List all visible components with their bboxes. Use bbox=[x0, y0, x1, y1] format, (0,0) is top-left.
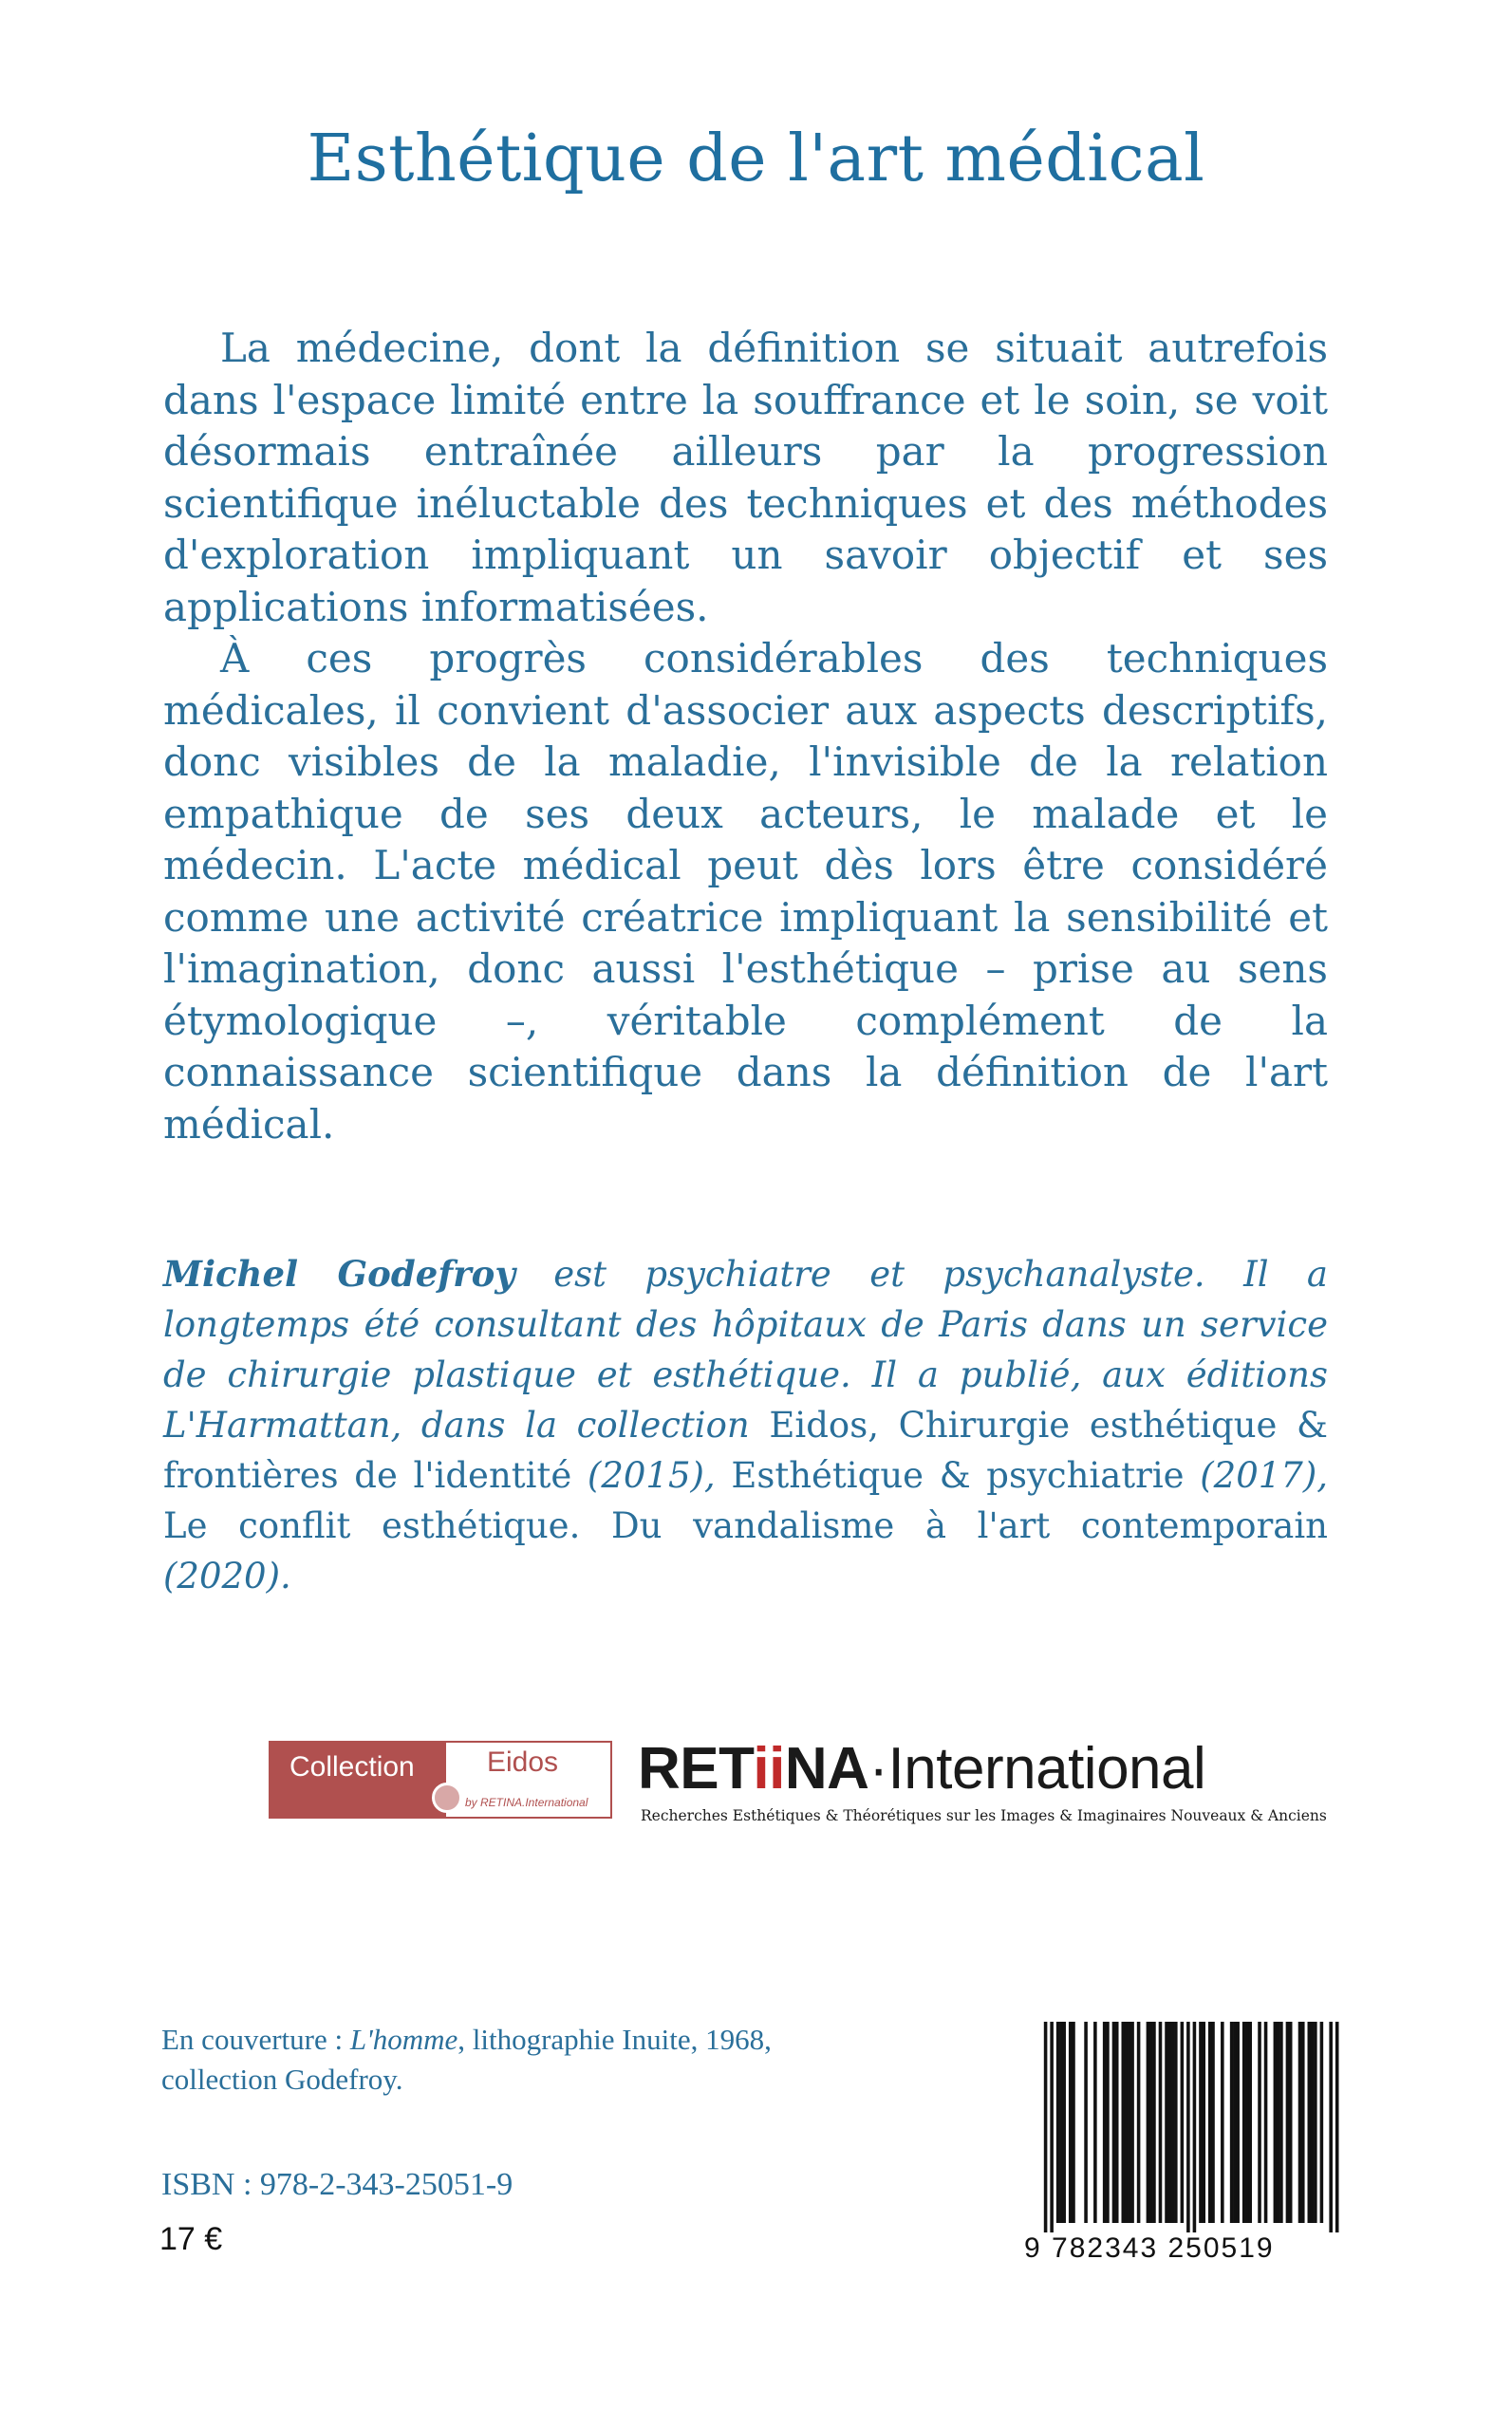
barcode-bar bbox=[1093, 2022, 1097, 2223]
barcode-bar bbox=[1062, 2022, 1066, 2223]
retina-logo-part-international: ·International bbox=[868, 1736, 1206, 1802]
barcode-bar bbox=[1199, 2022, 1203, 2223]
book-year-1: (2015), bbox=[571, 1455, 716, 1496]
barcode-bar bbox=[1245, 2022, 1249, 2223]
book-title-2: Esthétique & psychiatrie bbox=[731, 1455, 1185, 1496]
barcode-bar bbox=[1050, 2022, 1054, 2232]
barcode-bar bbox=[1103, 2022, 1107, 2223]
barcode-bar bbox=[1289, 2022, 1293, 2223]
barcode-bar bbox=[1286, 2022, 1290, 2223]
barcode-bar bbox=[1233, 2022, 1237, 2223]
book-year-3: (2020). bbox=[163, 1556, 291, 1597]
barcode-bar bbox=[1149, 2022, 1153, 2223]
barcode-bar bbox=[1115, 2022, 1119, 2223]
summary-paragraph-2: À ces progrès considérables des techniques médicales, il convient d'associer aux aspects descriptifs, donc visibles de la maladie, l'invisible de la relation empathique de ses deux acteurs, le malade et le médecin. L'acte médical peut dès lors être considéré comme une activité créatrice impliquant la sensibilité et l'imagination, donc aussi l'esthétique – prise au sens étymologique –, véritable complément de la connaissance scientifique dans la définition de l'art médical. bbox=[163, 635, 1328, 1148]
barcode-bar bbox=[1044, 2022, 1048, 2232]
book-title-1: Chirurgie esthétique & frontières de l'identité bbox=[163, 1405, 1328, 1496]
barcode-bar bbox=[1230, 2022, 1234, 2223]
cover-credit-line-2: collection Godefroy. bbox=[161, 2063, 403, 2096]
retina-logo-part-ret: RET bbox=[638, 1736, 754, 1802]
barcode-bar bbox=[1311, 2022, 1315, 2223]
barcode-bar bbox=[1174, 2022, 1178, 2223]
barcode-bar bbox=[1320, 2022, 1324, 2223]
barcode-bar bbox=[1301, 2022, 1305, 2223]
collection-eidos-logo bbox=[269, 1741, 612, 1819]
barcode-bar bbox=[1125, 2022, 1129, 2223]
cover-credit-prefix: En couverture : bbox=[161, 2023, 350, 2056]
retina-logo-part-ii: ii bbox=[753, 1736, 785, 1802]
barcode-bar bbox=[1308, 2022, 1312, 2223]
barcode-bar bbox=[1152, 2022, 1156, 2223]
barcode-bar bbox=[1059, 2022, 1063, 2223]
barcode-bar bbox=[1084, 2022, 1088, 2223]
barcode-bar bbox=[1130, 2022, 1134, 2223]
cover-credit-suffix: , lithographie Inuite, 1968, bbox=[457, 2023, 772, 2056]
barcode-bar bbox=[1211, 2022, 1215, 2223]
barcode-bar bbox=[1121, 2022, 1125, 2223]
summary-paragraph-1: La médecine, dont la définition se situait autrefois dans l'espace limité entre la souffrance et le soin, se voit désormais entraînée ailleurs par la progression scientifique inéluctable des techniques et des méthodes d'exploration impliquant un savoir objectif et ses applications informatisées. bbox=[163, 325, 1328, 630]
barcode-bar bbox=[1242, 2022, 1246, 2223]
author-bio bbox=[163, 1249, 1328, 1601]
collection-name: Eidos bbox=[769, 1405, 868, 1446]
barcode-bar bbox=[1165, 2022, 1168, 2223]
author-bio-paragraph bbox=[163, 1249, 1328, 1601]
barcode-bar bbox=[1072, 2022, 1075, 2223]
eidos-logo-byline: by RETINA.International bbox=[465, 1796, 588, 1809]
barcode-bar bbox=[1171, 2022, 1175, 2223]
barcode-bar bbox=[1147, 2022, 1150, 2223]
barcode-bar bbox=[1274, 2022, 1278, 2223]
barcode-bar bbox=[1314, 2022, 1317, 2223]
eidos-logo-collection-label: Collection bbox=[271, 1743, 446, 1817]
barcode-bar bbox=[1329, 2022, 1333, 2232]
price: 17 € bbox=[159, 2221, 223, 2257]
barcode-bar bbox=[1106, 2022, 1110, 2223]
cover-credit-work: L'homme bbox=[349, 2023, 458, 2056]
book-title: Esthétique de l'art médical bbox=[307, 121, 1205, 196]
bio-text-1: est psychiatre et psychanalyste. Il a longtemps été consultant des hôpitaux de Paris dans un service de chirurgie plastique et esthétique. Il a publié, aux éditions L'Harmattan, dans la collection bbox=[163, 1254, 1328, 1446]
barcode-bar bbox=[1186, 2022, 1190, 2232]
barcode-bar bbox=[1168, 2022, 1172, 2223]
retina-logo-tagline: Recherches Esthétiques & Théorétiques sur les Images & Imaginaires Nouveaux & Anciens bbox=[641, 1807, 1327, 1824]
barcode-bar bbox=[1193, 2022, 1197, 2232]
bio-text-2: , bbox=[868, 1405, 899, 1446]
barcode-bar bbox=[1128, 2022, 1131, 2223]
isbn: ISBN : 978-2-343-25051-9 bbox=[161, 2167, 513, 2202]
barcode-bars-icon bbox=[1035, 2022, 1348, 2232]
barcode-bar bbox=[1279, 2022, 1283, 2223]
bio-text-3 bbox=[716, 1455, 732, 1496]
barcode-bar bbox=[1069, 2022, 1073, 2223]
barcode-bar bbox=[1112, 2022, 1116, 2223]
barcode-bar bbox=[1056, 2022, 1060, 2223]
cover-credit bbox=[161, 2020, 772, 2100]
retina-international-logo bbox=[638, 1735, 1205, 1802]
barcode-bar bbox=[1264, 2022, 1268, 2223]
eidos-logo-eidos-label: Eidos bbox=[487, 1746, 559, 1778]
cover-credit-line-1 bbox=[161, 2020, 772, 2060]
barcode-bar bbox=[1181, 2022, 1185, 2223]
retina-logo-part-na: NA bbox=[784, 1736, 869, 1802]
barcode-bar bbox=[1208, 2022, 1212, 2223]
book-year-2: (2017), bbox=[1184, 1455, 1329, 1496]
barcode-bar bbox=[1335, 2022, 1339, 2232]
book-title-3: Le conflit esthétique. Du vandalisme à l'art contemporain bbox=[163, 1505, 1328, 1546]
barcode-bar bbox=[1221, 2022, 1224, 2223]
barcode-bar bbox=[1137, 2022, 1141, 2223]
summary-text bbox=[163, 323, 1328, 1150]
barcode-digits: 9 782343 250519 bbox=[1024, 2232, 1275, 2264]
barcode-bar bbox=[1277, 2022, 1280, 2223]
barcode-bar bbox=[1298, 2022, 1302, 2223]
barcode-bar bbox=[1258, 2022, 1261, 2223]
barcode-bar bbox=[1202, 2022, 1205, 2223]
eidos-logo-dot-icon bbox=[432, 1783, 462, 1813]
barcode-bar bbox=[1159, 2022, 1163, 2223]
barcode-bar bbox=[1236, 2022, 1240, 2223]
barcode-bar bbox=[1248, 2022, 1252, 2223]
author-name: Michel Godefroy bbox=[163, 1253, 515, 1295]
